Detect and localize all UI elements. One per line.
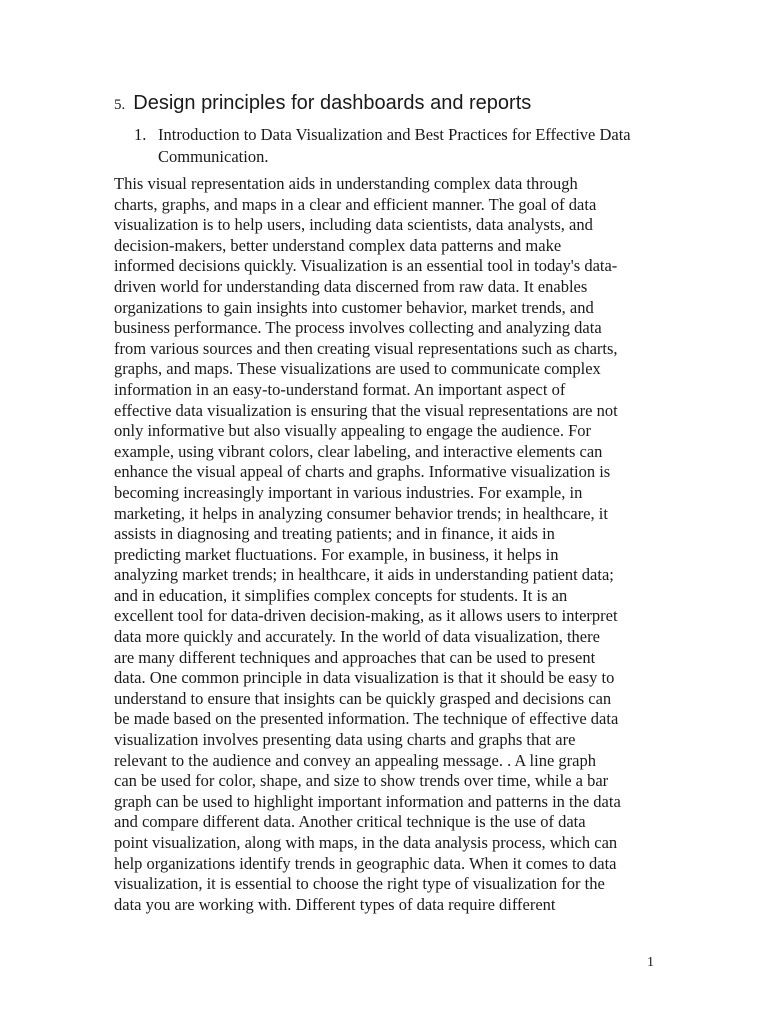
text-line: enhance the visual appeal of charts and graphs. Informative visualization is <box>114 462 611 482</box>
text-line: graph can be used to highlight important information and patterns in the data <box>114 791 621 811</box>
text-line: driven world for understanding data discerned from raw data. It enables <box>114 276 588 296</box>
page-number: 1 <box>647 955 654 970</box>
text-line: assists in diagnosing and treating patients; and in finance, it aids in <box>114 524 555 544</box>
text-line: effective data visualization is ensuring that the visual representations are not <box>114 400 618 420</box>
text-line: point visualization, along with maps, in the data analysis process, which can <box>114 833 618 852</box>
text-line: data. One common principle in data visualization is that it should be easy to <box>114 668 615 688</box>
text-line: visualization involves presenting data using charts and graphs that are <box>114 730 576 750</box>
text-line: charts, graphs, and maps in a clear and efficient manner. The goal of data <box>114 194 597 214</box>
text-line: data you are working with. Different types of data require different <box>114 894 556 914</box>
section-heading <box>114 92 531 115</box>
numbered-list-item <box>134 124 654 168</box>
text-line: organizations to gain insights into customer behavior, market trends, and <box>114 297 594 317</box>
text-line: decision-makers, better understand complex data patterns and make <box>114 235 562 255</box>
text-line: understand to ensure that insights can be quickly grasped and decisions can <box>114 688 612 708</box>
text-line: relevant to the audience and convey an appealing message. . A line graph <box>114 750 596 770</box>
text-line: be made based on the presented information. The technique of effective data <box>114 709 619 729</box>
text-line: marketing, it helps in analyzing consumer behavior trends; in healthcare, it <box>114 503 608 523</box>
text-line: predicting market fluctuations. For example, in business, it helps in <box>114 544 559 564</box>
text-line: This visual representation aids in understanding complex data through <box>114 174 578 193</box>
body-paragraph <box>114 174 674 915</box>
text-line: excellent tool for data-driven decision-making, as it allows users to interpret <box>114 606 618 626</box>
text-line: help organizations identify trends in geographic data. When it comes to data <box>114 853 617 873</box>
text-line: and in education, it simplifies complex concepts for students. It is an <box>114 585 568 605</box>
text-line: are many different techniques and approaches that can be used to present <box>114 647 596 667</box>
list-item-number: 1. <box>134 125 147 144</box>
text-line: example, using vibrant colors, clear labeling, and interactive elements can <box>114 441 603 461</box>
text-line: visualization is to help users, including data scientists, data analysts, and <box>114 215 593 235</box>
text-line: and compare different data. Another critical technique is the use of data <box>114 812 586 832</box>
text-line: data more quickly and accurately. In the world of data visualization, there <box>114 627 600 647</box>
text-line: business performance. The process involves collecting and analyzing data <box>114 318 602 338</box>
text-line: analyzing market trends; in healthcare, it aids in understanding patient data; <box>114 565 614 585</box>
text-line: graphs, and maps. These visualizations are used to communicate complex <box>114 359 601 379</box>
text-line: can be used for color, shape, and size to show trends over time, while a bar <box>114 771 609 791</box>
list-item-text: Introduction to Data Visualization and Best Practices for Effective Data Communication. <box>158 125 631 166</box>
text-line: visualization, it is essential to choose the right type of visualization for the <box>114 874 605 894</box>
text-line: only informative but also visually appealing to engage the audience. For <box>114 421 591 441</box>
text-line: becoming increasingly important in various industries. For example, in <box>114 482 583 502</box>
text-line: information in an easy-to-understand format. An important aspect of <box>114 379 566 399</box>
text-line: informed decisions quickly. Visualization is an essential tool in today's data- <box>114 256 618 276</box>
section-number: 5. <box>114 97 126 113</box>
section-title: Design principles for dashboards and reports <box>133 92 532 114</box>
text-line: from various sources and then creating visual representations such as charts, <box>114 338 618 358</box>
